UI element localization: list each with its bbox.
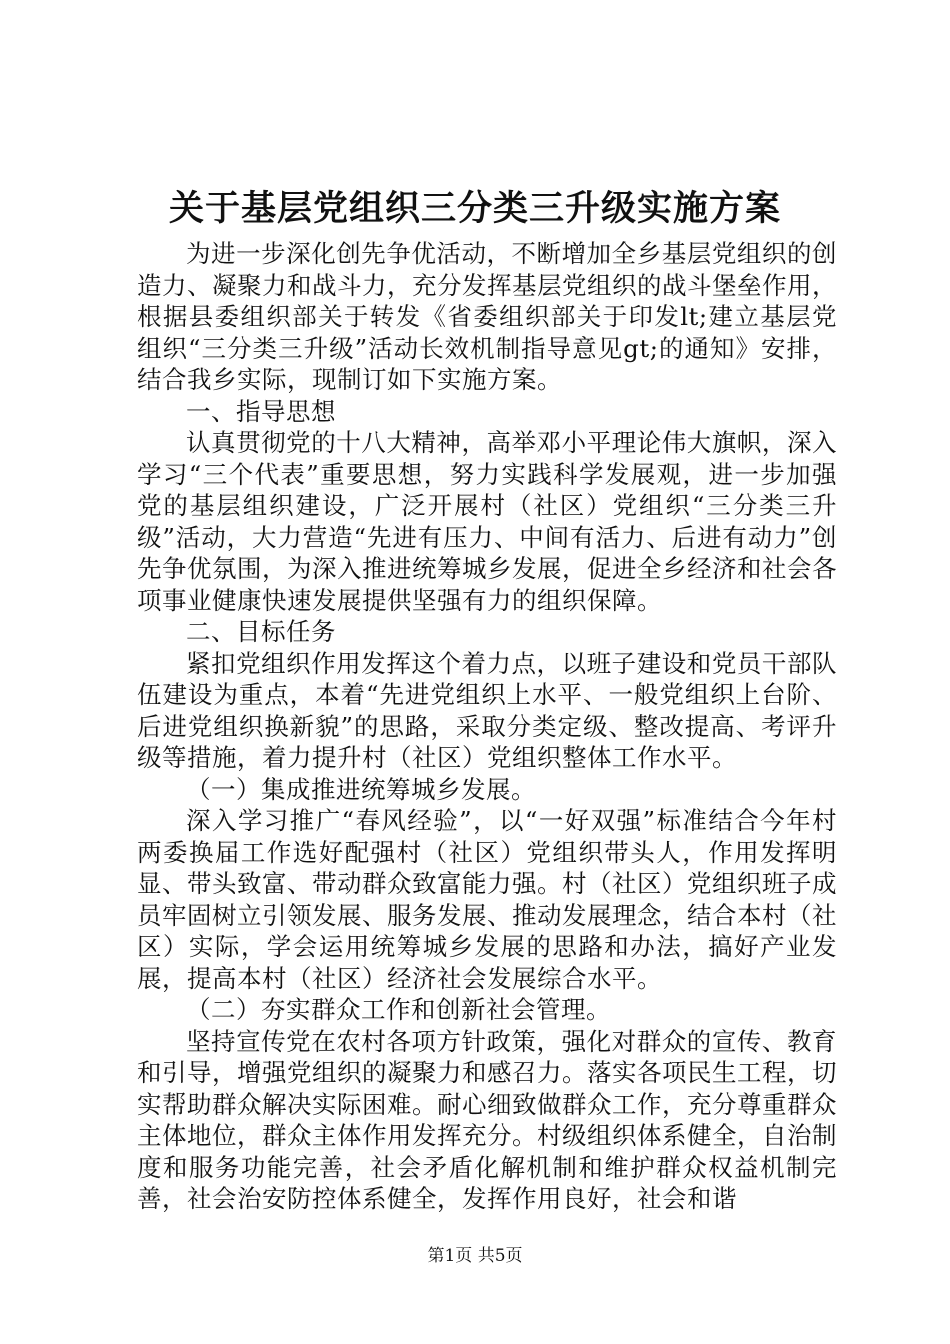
section-paragraph-goals-tasks: 紧扣党组织作用发挥这个着力点，以班子建设和党员干部队伍建设为重点，本着“先进党组织上水平、一般党组织上台阶、后进党组织换新貌”的思路，采取分类定级、整改提高、考评升级等措施，着力提升村（社区）党组织整体工作水平。 [137, 648, 837, 772]
subsection-heading-urban-rural: （一）集成推进统筹城乡发展。 [186, 774, 536, 804]
subsection-paragraph-mass-work: 坚持宣传党在农村各项方针政策，强化对群众的宣传、教育和引导，增强党组织的凝聚力和感召力。落实各项民生工程，切实帮助群众解决实际困难。耐心细致做群众工作，充分尊重群众主体地位，群众主体作用发挥充分。村级组织体系健全，自治制度和服务功能完善，社会矛盾化解机制和维护群众权益机制完善，社会治安防控体系健全，发挥作用良好，社会和谐 [137, 1026, 837, 1213]
page-number-footer: 第1页 共5页 [427, 1246, 523, 1266]
document-body [137, 238, 837, 1215]
intro-paragraph: 为进一步深化创先争优活动，不断增加全乡基层党组织的创造力、凝聚力和战斗力，充分发挥基层党组织的战斗堡垒作用，根据县委组织部关于转发《省委组织部关于印发lt;建立基层党组织“三分类三升级”活动长效机制指导意见gt;的通知》安排，结合我乡实际，现制订如下实施方案。 [137, 239, 837, 394]
section-heading-goals-tasks: 二、目标任务 [186, 617, 336, 646]
section-heading-guiding-ideology: 一、指导思想 [186, 396, 336, 426]
subsection-heading-mass-work: （二）夯实群众工作和创新社会管理。 [186, 995, 611, 1024]
document-title: 关于基层党组织三分类三升级实施方案 [168, 188, 781, 229]
section-paragraph-guiding-ideology: 认真贯彻党的十八大精神，高举邓小平理论伟大旗帜，深入学习“三个代表”重要思想，努力实践科学发展观，进一步加强党的基层组织建设，广泛开展村（社区）党组织“三分类三升级”活动，大力营造“先进有压力、中间有活力、后进有动力”创先争优氛围，为深入推进统筹城乡发展，促进全乡经济和社会各项事业健康快速发展提供坚强有力的组织保障。 [137, 428, 837, 615]
subsection-paragraph-urban-rural: 深入学习推广“春风经验”，以“一好双强”标准结合今年村两委换届工作选好配强村（社区）党组织带头人，作用发挥明显、带头致富、带动群众致富能力强。村（社区）党组织班子成员牢固树立引领发展、服务发展、推动发展理念，结合本村（社区）实际，学会运用统筹城乡发展的思路和办法，搞好产业发展，提高本村（社区）经济社会发展综合水平。 [137, 806, 837, 993]
